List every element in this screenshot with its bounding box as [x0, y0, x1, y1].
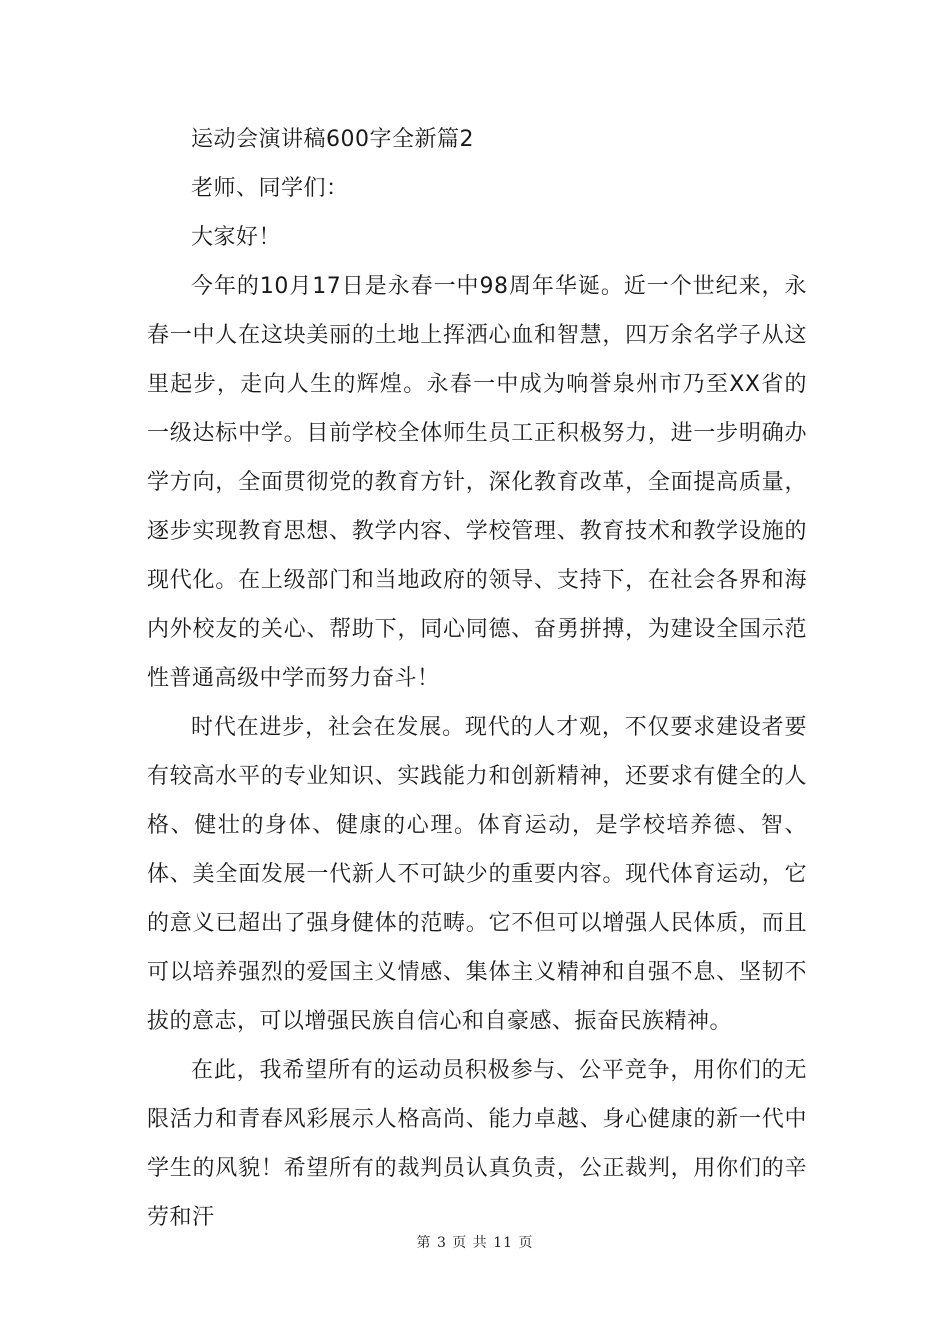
document-body [147, 164, 807, 1242]
document-title: 运动会演讲稿600字全新篇2 [191, 127, 474, 152]
page-footer: 第 3 页 共 11 页 [416, 1235, 534, 1251]
body-paragraph: 今年的10月17日是永春一中98周年华诞。近一个世纪来，永春一中人在这块美丽的土地上挥洒心血和智慧，四万余名学子从这里起步，走向人生的辉煌。永春一中成为响誉泉州市乃至XX省的一级达标中学。目前学校全体师生员工正积极努力，进一步明确办学方向，全面贯彻党的教育方针，深化教育改革，全面提高质量，逐步实现教育思想、教学内容、学校管理、教育技术和教学设施的现代化。在上级部门和当地政府的领导、支持下，在社会各界和海内外校友的关心、帮助下，同心同德、奋勇拼搏，为建设全国示范性普通高级中学而努力奋斗！ [147, 274, 807, 691]
body-paragraph: 时代在进步，社会在发展。现代的人才观，不仅要求建设者要有较高水平的专业知识、实践能力和创新精神，还要求有健全的人格、健壮的身体、健康的心理。体育运动，是学校培养德、智、体、美全面发展一代新人不可缺少的重要内容。现代体育运动，它的意义已超出了强身健体的范畴。它不但可以增强人民体质，而且可以培养强烈的爱国主义情感、集体主义精神和自强不息、坚韧不拔的意志，可以增强民族自信心和自豪感、振奋民族精神。 [147, 715, 807, 1034]
salutation: 老师、同学们： [191, 176, 349, 201]
body-paragraph: 在此，我希望所有的运动员积极参与、公平竞争，用你们的无限活力和青春风彩展示人格高尚、能力卓越、身心健康的新一代中学生的风貌！希望所有的裁判员认真负责，公正裁判，用你们的辛劳和汗 [147, 1058, 807, 1230]
greeting: 大家好！ [191, 225, 282, 250]
